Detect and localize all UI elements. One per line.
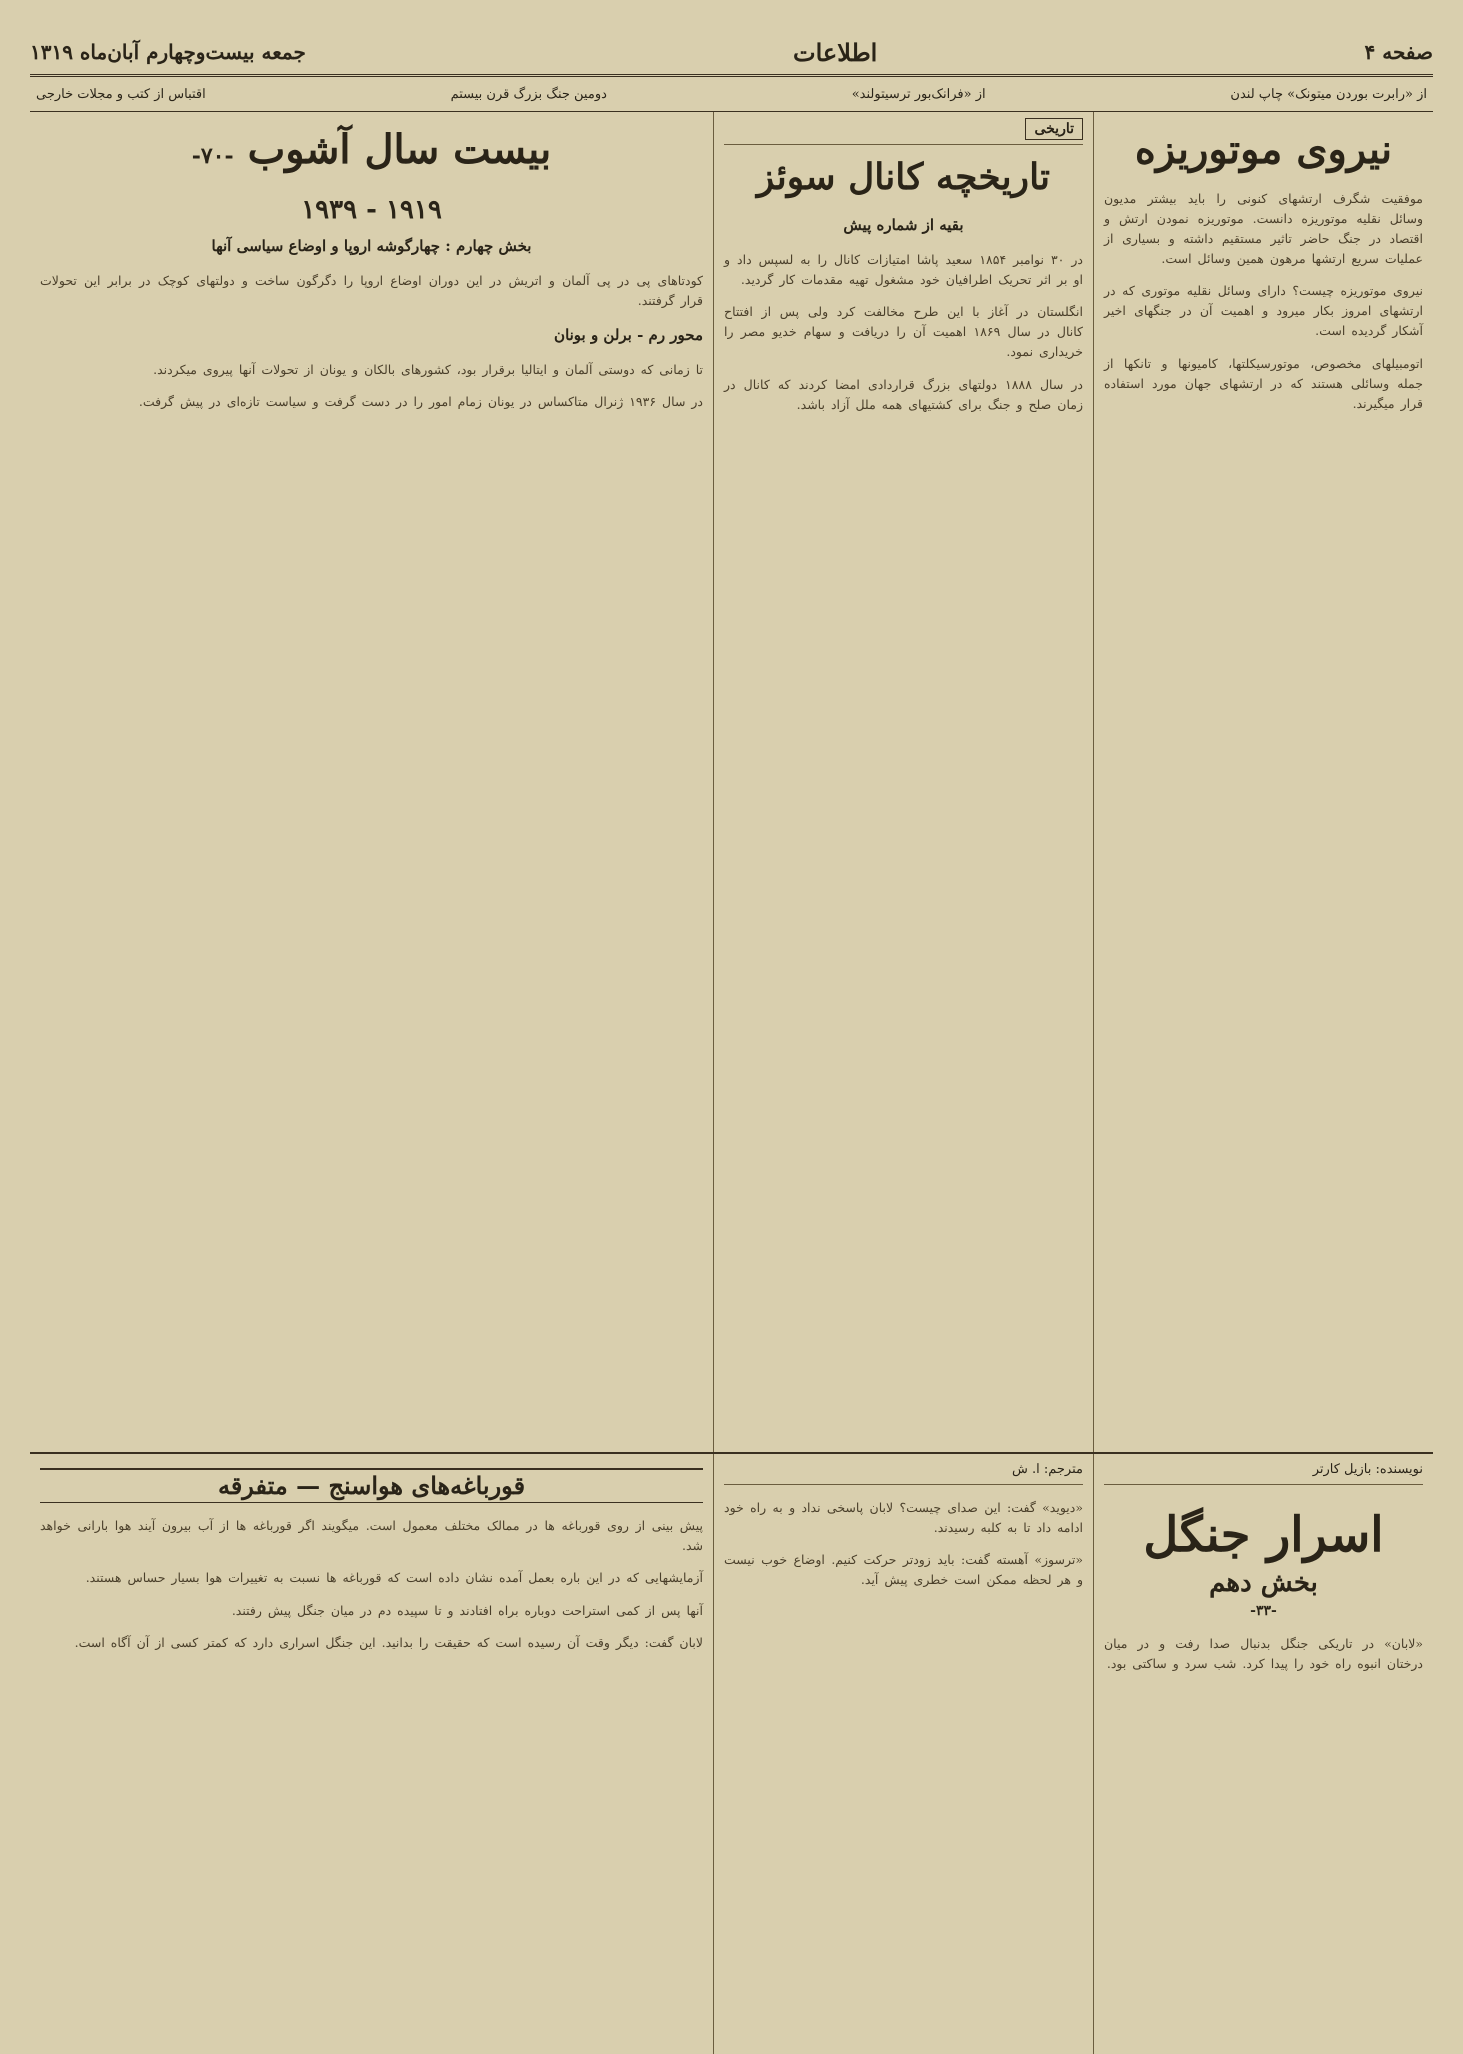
- issue-date: جمعه بیست‌وچهارم آبان‌ماه ۱۳۱۹: [30, 40, 306, 64]
- page-number: صفحه ۴: [1364, 40, 1433, 64]
- article-title: تاریخچه کانال سوئز: [756, 156, 1051, 198]
- article-paragraph: آزمایشهایی که در این باره بعمل آمده نشان داده است که قورباغه ها نسبت به تغییرات هوا بسیار حساس هستند.: [85, 1570, 703, 1585]
- source-left-b: اقتباس از کتب و مجلات خارجی: [36, 86, 206, 102]
- miscellany-column: [30, 1454, 713, 2054]
- top-section: [30, 112, 1433, 1454]
- masthead: [30, 30, 1433, 77]
- article-years: ۱۹۱۹ - ۱۹۳۹: [301, 195, 442, 225]
- paper-name: اطلاعات: [793, 37, 878, 67]
- article-paragraph: کودتاهای پی در پی آلمان و اتریش در این دوران اوضاع اروپا را دگرگون ساخت و دولتهای کوچک در برابر این تحولات قرار گرفتند.: [40, 272, 703, 308]
- article-paragraph: اتومبیلهای مخصوص، موتورسیکلتها، کامیونها و تانکها از جمله وسائلی هستند که در ارتشهای جهان مورد استفاده قرار میگیرند.: [1104, 355, 1423, 411]
- source-left-a: دومین جنگ بزرگ قرن بیستم: [450, 86, 607, 102]
- article-paragraph: در ۳۰ نوامبر ۱۸۵۴ سعید پاشا امتیازات کانال را به لسپس داد و او بر اثر تحریک اطرافیان خود مشغول تهیه مقدمات کار گردید.: [724, 251, 1083, 287]
- article-subtitle: بقیه از شماره پیش: [843, 216, 964, 234]
- article-paragraph: موفقیت شگرف ارتشهای کنونی را باید بیشتر مدیون وسائل نقلیه موتوریزه دانست. موتوریزه نمودن ارتش و اقتصاد در جنگ حاضر تاثیر مستقیم داشته و بسیاری از عملیات سریع ارتشها مرهون همین وسائل است.: [1104, 190, 1423, 266]
- article-paragraph: تا زمانی که دوستی آلمان و ایتالیا برقرار بود، کشورهای بالکان و یونان از تحولات آنها پیروی میکردند.: [153, 361, 703, 377]
- article-paragraph: نیروی موتوریزه چیست؟ دارای وسائل نقلیه موتوری که در ارتشهای امروز بکار میرود و اهمیت آن در جنگهای اخیر آشکار گردیده است.: [1104, 283, 1423, 338]
- source-right: از «رابرت بوردن میتونک» چاپ لندن: [1230, 86, 1427, 102]
- serial-part: بخش دهم: [1209, 1568, 1318, 1598]
- article-motorized: [1093, 112, 1433, 1452]
- article-title-text: قورباغه‌های هواسنج: [328, 1471, 526, 1500]
- article-title: نیروی موتوریزه: [1134, 126, 1393, 173]
- article-paragraph: در سال ۱۸۸۸ دولتهای بزرگ قراردادی امضا کردند که کانال در زمان صلح و جنگ برای کشتیهای همه ملل آزاد باشد.: [724, 376, 1083, 412]
- serial-column-1: [713, 1454, 1093, 2054]
- article-title: قورباغه‌های هواسنج — متفرقه: [40, 1468, 703, 1503]
- article-title-text: بیست سال آشوب: [247, 126, 552, 173]
- serial-paragraph: «لابان» در تاریکی جنگل بدنبال صدا رفت و در میان درختان انبوه راه خود را پیدا کرد. شب سرد و ساکتی بود.: [1104, 1635, 1423, 1671]
- section-heading: محور رم - برلن و بونان: [554, 326, 703, 344]
- section-label: تاریخی: [1025, 118, 1083, 140]
- article-suez: [713, 112, 1093, 1452]
- serial-episode: -۳۳-: [1250, 1603, 1277, 1619]
- source-ribbon: [30, 77, 1433, 112]
- bottom-section: [30, 1454, 1433, 2054]
- serial-author: نویسنده: بازیل کارتر: [1104, 1460, 1423, 1485]
- serial-paragraph: آنها پس از کمی استراحت دوباره براه افتادند و تا سپیده دم در میان جنگل پیش رفتند.: [231, 1602, 703, 1618]
- serial-paragraph: «ترسوز» آهسته گفت: باید زودتر حرکت کنیم. اوضاع خوب نیست و هر لحظه ممکن است خطری پیش آید.: [724, 1552, 1083, 1587]
- article-subtitle: بخش چهارم : چهارگوشه اروپا و اوضاع سیاسی آنها: [211, 237, 532, 255]
- serial-paragraph: «دیوید» گفت: این صدای چیست؟ لابان پاسخی نداد و به راه خود ادامه داد تا به کلبه رسیدند.: [724, 1499, 1083, 1535]
- serial-title: اسرار جنگل: [1143, 1507, 1384, 1563]
- article-paragraph: در سال ۱۹۳۶ ژنرال متاکساس در یونان زمام امور را در دست گرفت و سیاست تازه‌ای در پیش گرفت.: [138, 394, 703, 409]
- serial-translator: مترجم: ا. ش: [724, 1460, 1083, 1485]
- section-label: متفرقه: [217, 1471, 288, 1500]
- serial-header: [1093, 1454, 1433, 2054]
- article-title: [40, 124, 703, 182]
- article-paragraph: پیش بینی از روی قورباغه ها در ممالک مختلف معمول است. میگویند اگر قورباغه ها از آب بیرون آیند هوا بارانی خواهد شد.: [40, 1517, 703, 1553]
- episode-number: -۷۰-: [191, 143, 234, 169]
- article-paragraph: انگلستان در آغاز با این طرح مخالفت کرد ولی پس از افتتاح کانال در سال ۱۸۶۹ اهمیت آن را دریافت و سهام خدیو مصر را خریداری نمود.: [724, 304, 1083, 359]
- article-twenty-years: [30, 112, 713, 1452]
- source-center: از «فرانک‌بور ترسیتولند»: [851, 86, 986, 102]
- serial-paragraph: لابان گفت: دیگر وقت آن رسیده است که حقیقت را بدانید. این جنگل اسراری دارد که کمتر کسی از آن آگاه است.: [74, 1635, 703, 1650]
